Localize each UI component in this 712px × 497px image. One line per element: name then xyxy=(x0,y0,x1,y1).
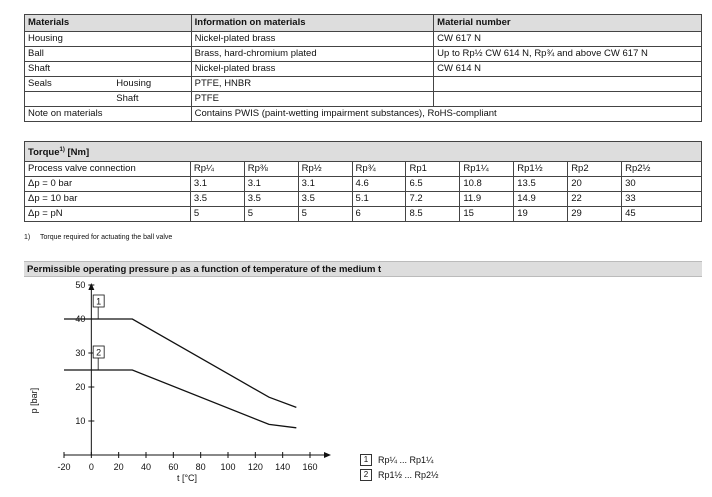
connection-size: Rp⅜ xyxy=(244,162,298,177)
torque-value: 8.5 xyxy=(406,207,460,222)
torque-value: 15 xyxy=(460,207,514,222)
x-tick-label: -20 xyxy=(57,462,71,472)
torque-columns-row xyxy=(25,162,702,177)
torque-row xyxy=(25,177,702,192)
series-line-2 xyxy=(64,370,296,428)
material-number xyxy=(434,92,702,107)
torque-value: 5 xyxy=(298,207,352,222)
process-valve-connection-label: Process valve connection xyxy=(25,162,191,177)
x-tick-label: 0 xyxy=(88,462,94,472)
material-label: Ball xyxy=(25,47,192,62)
legend-item-1 xyxy=(360,452,439,467)
chart-title: Permissible operating pressure p as a function of temperature of the medium t xyxy=(24,261,702,277)
torque-value: 20 xyxy=(568,177,622,192)
material-label: Note on materials xyxy=(25,107,192,122)
torque-value: 3.1 xyxy=(244,177,298,192)
legend-marker-2: 2 xyxy=(360,469,372,481)
torque-value: 5 xyxy=(244,207,298,222)
material-info: Nickel-plated brass xyxy=(191,62,434,77)
materials-header-row xyxy=(25,15,702,32)
x-tick-label: 140 xyxy=(275,462,291,472)
y-tick-label: 30 xyxy=(75,348,86,358)
material-number xyxy=(434,77,702,92)
torque-value: 3.5 xyxy=(298,192,352,207)
connection-size: Rp1½ xyxy=(514,162,568,177)
y-axis-arrow xyxy=(88,283,94,290)
x-tick-label: 40 xyxy=(140,462,152,472)
torque-value: 19 xyxy=(514,207,568,222)
torque-value: 33 xyxy=(622,192,702,207)
torque-value: 22 xyxy=(568,192,622,207)
torque-value: 3.1 xyxy=(298,177,352,192)
torque-value: 5.1 xyxy=(352,192,406,207)
legend-label-2: Rp1½ ... Rp2½ xyxy=(378,469,439,480)
materials-row xyxy=(25,107,702,122)
series-marker-label-2: 2 xyxy=(96,347,102,358)
torque-value: 7.2 xyxy=(406,192,460,207)
connection-size: Rp½ xyxy=(298,162,352,177)
material-info: Nickel-plated brass xyxy=(191,32,434,47)
y-tick-label: 50 xyxy=(75,280,86,290)
x-tick-label: 100 xyxy=(220,462,236,472)
footnote-number: 1) xyxy=(24,234,31,241)
torque-header-row xyxy=(25,142,702,162)
material-number: Up to Rp½ CW 614 N, Rp¾ and above CW 617 N xyxy=(434,47,702,62)
y-axis-label: p [bar] xyxy=(29,387,39,414)
series-line-1 xyxy=(64,319,296,407)
pressure-label: Δp = 0 bar xyxy=(25,177,191,192)
legend-item-2 xyxy=(360,467,439,482)
information-header: Information on materials xyxy=(191,15,434,32)
torque-row xyxy=(25,192,702,207)
x-tick-label: 20 xyxy=(113,462,124,472)
x-axis-arrow xyxy=(324,452,331,458)
torque-value: 3.5 xyxy=(190,192,244,207)
material-label: Shaft xyxy=(25,62,192,77)
materials-header: Materials xyxy=(25,15,192,32)
material-info: Contains PWIS (paint-wetting impairment substances), RoHS-compliant xyxy=(191,107,701,122)
torque-value: 6.5 xyxy=(406,177,460,192)
connection-size: Rp1 xyxy=(406,162,460,177)
footnote xyxy=(24,234,172,241)
y-tick-label: 10 xyxy=(75,416,86,426)
connection-size: Rp2 xyxy=(568,162,622,177)
material-info: PTFE, HNBR xyxy=(191,77,434,92)
torque-title: Torque$^{1)}$ [Nm] xyxy=(25,142,702,162)
material-number-header: Material number xyxy=(434,15,702,32)
connection-size: Rp¾ xyxy=(352,162,406,177)
torque-value: 14.9 xyxy=(514,192,568,207)
legend-marker-1: 1 xyxy=(360,454,372,466)
x-tick-label: 80 xyxy=(195,462,206,472)
torque-table xyxy=(24,141,702,222)
torque-value: 3.5 xyxy=(244,192,298,207)
torque-value: 11.9 xyxy=(460,192,514,207)
y-tick-label: 40 xyxy=(75,314,86,324)
materials-row xyxy=(25,77,702,92)
torque-row xyxy=(25,207,702,222)
material-sublabel: Housing xyxy=(113,77,191,92)
torque-value: 6 xyxy=(352,207,406,222)
torque-value: 4.6 xyxy=(352,177,406,192)
y-tick-label: 20 xyxy=(75,382,86,392)
pressure-label: Δp = 10 bar xyxy=(25,192,191,207)
x-tick-label: 160 xyxy=(302,462,318,472)
torque-value: 29 xyxy=(568,207,622,222)
materials-row xyxy=(25,32,702,47)
x-tick-label: 120 xyxy=(247,462,263,472)
connection-size: Rp1¼ xyxy=(460,162,514,177)
footnote-text: Torque required for actuating the ball valve xyxy=(40,234,173,241)
materials-row xyxy=(25,92,702,107)
materials-row xyxy=(25,47,702,62)
materials-row xyxy=(25,62,702,77)
materials-table xyxy=(24,14,702,122)
torque-value: 3.1 xyxy=(190,177,244,192)
torque-value: 5 xyxy=(190,207,244,222)
torque-value: 13.5 xyxy=(514,177,568,192)
pressure-temperature-chart xyxy=(0,277,340,483)
x-axis-label: t [°C] xyxy=(176,473,198,483)
torque-value: 30 xyxy=(622,177,702,192)
material-number: CW 614 N xyxy=(434,62,702,77)
material-label xyxy=(25,92,114,107)
material-label: Housing xyxy=(25,32,192,47)
material-info: PTFE xyxy=(191,92,434,107)
chart-legend xyxy=(360,452,439,482)
material-sublabel: Shaft xyxy=(113,92,191,107)
pressure-label: Δp = pN xyxy=(25,207,191,222)
torque-value: 45 xyxy=(622,207,702,222)
series-marker-label-1: 1 xyxy=(96,296,102,307)
x-tick-label: 60 xyxy=(168,462,179,472)
material-info: Brass, hard-chromium plated xyxy=(191,47,434,62)
torque-value: 10.8 xyxy=(460,177,514,192)
material-label: Seals xyxy=(25,77,114,92)
connection-size: Rp2½ xyxy=(622,162,702,177)
connection-size: Rp¼ xyxy=(190,162,244,177)
material-number: CW 617 N xyxy=(434,32,702,47)
legend-label-1: Rp¼ ... Rp1¼ xyxy=(378,454,434,465)
